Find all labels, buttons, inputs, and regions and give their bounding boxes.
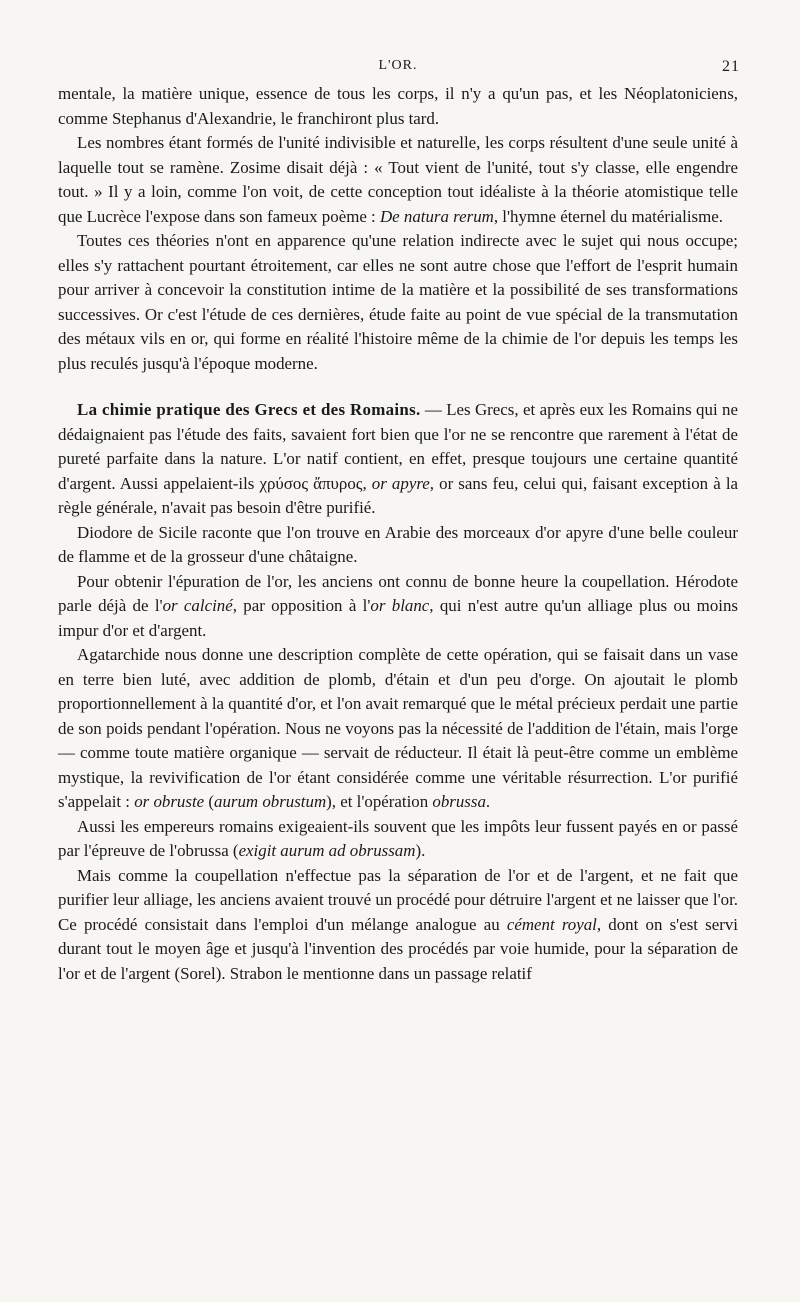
text-run: Pour obtenir l'épuration de l'or, les anciens ont connu de bonne heure la coupellation. Hérodote parle déjà de l'	[58, 571, 738, 615]
text-run: Diodore de Sicile raconte que l'on trouve en Arabie des morceaux d'or apyre d'une belle couleur de flamme et de la grosseur d'une châtaigne.	[58, 522, 738, 566]
text-run: ).	[415, 841, 426, 860]
text-run: Les nombres étant formés de l'unité indivisible et naturelle, les corps résultent d'une seule unité à laquelle tout se ramène. Zosime disait déjà : « Tout vient de l'unité, tout s'y classe, elle engendre tout. » Il y a loin, comme l'on voit, de cette conception tout idéaliste à la théorie atomistique telle que Lucrèce l'expose dans son fameux poème :	[58, 133, 738, 226]
running-header	[58, 46, 738, 74]
italic-text: obrussa	[432, 792, 486, 811]
paragraph	[58, 864, 738, 987]
text-run: Toutes ces théories n'ont en apparence qu'une relation indirecte avec le sujet qui nous occupe; elles s'y rattachent pourtant étroitement, car elles ne sont autre chose que l'effort de l'esprit humain pour arriver à concevoir la constitution intime de la matière et la possibilité de ses transformations successives. Or c'est l'étude de ces dernières, étude faite au point de vue spécial de la transmutation des métaux vils en or, qui forme en réalité l'histoire même de la chimie de l'or depuis les temps les plus reculés jusqu'à l'époque moderne.	[58, 231, 738, 373]
paragraph	[58, 82, 738, 131]
section-lead-paragraph	[58, 398, 738, 521]
text-run: Agatarchide nous donne une description complète de cette opération, qui se faisait dans un vase en terre bien luté, avec addition de plomb, d'étain et d'un peu d'orge. On ajoutait le plomb proportionnellement à la quantité d'or, et l'on avait remarqué que le métal précieux perdait une partie de son poids pendant l'opération. Nous ne voyons pas la nécessité de l'addition de l'étain, mais l'orge — comme toute matière organique — servait de réducteur. Il était là peut-être comme un emblème mystique, la revivification de l'or étant considérée comme une véritable résurrection. L'or purifié s'appelait :	[58, 645, 738, 811]
paragraph	[58, 521, 738, 570]
text-run: , l'hymne éternel du matérialisme.	[493, 206, 723, 226]
text-run: , dont on s'est servi durant tout le moyen âge et jusqu'à l'invention des procédés par voie humide, pour la séparation de l'or et de l'argent (Sorel). Strabon le mentionne dans un passage relatif	[58, 914, 738, 983]
text-run: , par opposition à l'	[232, 596, 371, 615]
paragraph	[58, 643, 738, 815]
italic-text: cément royal	[506, 914, 597, 934]
paragraph	[58, 229, 738, 376]
paragraph	[58, 570, 738, 644]
section-lead-italic: or apyre,	[371, 473, 434, 493]
text-run: mentale, la matière unique, essence de tous les corps, il n'y a qu'un pas, et les Néoplatoniciens, comme Stephanus d'Alexandrie, le franchiront plus tard.	[58, 84, 738, 128]
section-lead-text: — Les Grecs, et après eux les Romains qui ne dédaignaient pas l'étude des faits, savaient fort bien que l'or ne se rencontre que rarement à l'état de pureté parfaite dans la nature. L'or natif contient, en effet, presque toujours une certaine quantité d'argent. Aussi appelaient-ils χρύσος ἄπυρος,	[58, 400, 738, 493]
text-run: .	[485, 792, 491, 811]
italic-text: exigit aurum ad obrussam	[238, 841, 416, 860]
italic-text: or obruste	[134, 792, 205, 811]
italic-text: or calciné	[162, 596, 233, 615]
text-run: Mais comme la coupellation n'effectue pas la séparation de l'or et de l'argent, et ne fait que purifier leur alliage, les anciens avaient trouvé un procédé pour détruire l'argent et ne laisser que l'or. Ce procédé consistait dans l'emploi d'un mélange analogue au	[58, 865, 738, 934]
intro-paragraphs	[58, 82, 738, 376]
text-run: ), et l'opération	[326, 792, 433, 811]
italic-text: or blanc	[370, 596, 430, 615]
running-title: L'OR.	[378, 58, 418, 73]
text-run: Aussi les empereurs romains exigeaient-ils souvent que les impôts leur fussent payés en or passé par l'épreuve de l'obrussa (	[58, 816, 738, 860]
text-run: , qui n'est autre qu'un alliage plus ou moins impur d'or et d'argent.	[58, 596, 738, 640]
section-chimie-pratique	[58, 398, 738, 986]
section-paragraphs	[58, 521, 738, 987]
italic-text: De natura rerum	[379, 206, 494, 226]
page-number: 21	[722, 58, 740, 75]
section-title: La chimie pratique des Grecs et des Romains.	[77, 400, 421, 419]
paragraph	[58, 131, 738, 229]
paragraph	[58, 815, 738, 864]
section-lead-tail: or sans feu, celui qui, faisant exception à la règle générale, n'avait pas besoin d'être purifié.	[58, 473, 739, 517]
text-run: (	[204, 792, 214, 811]
italic-text: aurum obrustum	[214, 792, 327, 811]
main-text	[58, 82, 738, 986]
